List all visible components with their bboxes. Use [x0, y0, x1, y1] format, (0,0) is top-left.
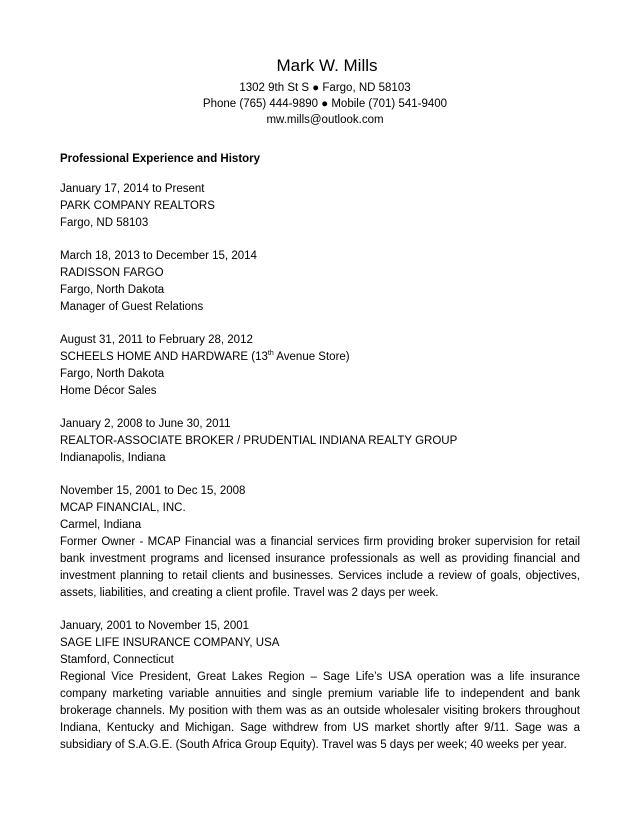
entry-location: Carmel, Indiana: [60, 519, 142, 531]
experience-entry: [60, 332, 580, 400]
candidate-name: Mark W. Mills: [276, 56, 378, 75]
experience-entry: [60, 181, 580, 232]
company-name-suffix: Avenue Store): [273, 351, 350, 363]
resume-page: [60, 56, 580, 770]
section-title: Professional Experience and History: [60, 153, 261, 165]
experience-entry: [60, 483, 580, 602]
entry-location: Fargo, North Dakota: [60, 284, 165, 296]
resume-header: [60, 56, 580, 128]
experience-entry: [60, 248, 580, 316]
entry-dates: January 2, 2008 to June 30, 2011: [60, 418, 231, 430]
entry-location: Fargo, ND 58103: [60, 217, 149, 229]
company-name-prefix: SCHEELS HOME AND HARDWARE (13: [60, 351, 268, 363]
entry-description: Regional Vice President, Great Lakes Region – Sage Life’s USA operation was a life insurance company marketing variable annuities and single premium variable life to independent and bank brokerage channels. My position with them was as an outside wholesaler visiting brokers throughout Indiana, Kentucky and Michigan. Sage withdrew from US market shortly after 9/11. Sage was a subsidiary of S.A.G.E. (South Africa Group Equity). Travel was 5 days per week; 40 weeks per year.: [60, 671, 580, 751]
email-line: mw.mills@outlook.com: [266, 114, 384, 126]
entry-location: Fargo, North Dakota: [60, 368, 165, 380]
experience-list: [60, 181, 580, 754]
ordinal-suffix: th: [267, 350, 274, 358]
entry-dates: March 18, 2013 to December 15, 2014: [60, 250, 257, 262]
entry-dates: November 15, 2001 to Dec 15, 2008: [60, 485, 246, 497]
entry-company: PARK COMPANY REALTORS: [60, 200, 215, 212]
entry-dates: January 17, 2014 to Present: [60, 183, 205, 195]
entry-role: Home Décor Sales: [60, 385, 157, 397]
entry-location: Stamford, Connecticut: [60, 654, 174, 666]
entry-dates: January, 2001 to November 15, 2001: [60, 620, 250, 632]
entry-company: SAGE LIFE INSURANCE COMPANY, USA: [60, 637, 280, 649]
entry-company: REALTOR-ASSOCIATE BROKER / PRUDENTIAL INDIANA REALTY GROUP: [60, 435, 458, 447]
phone-line: Phone (765) 444-9890 ● Mobile (701) 541-9400: [202, 98, 448, 110]
entry-location: Indianapolis, Indiana: [60, 452, 166, 464]
entry-company: MCAP FINANCIAL, INC.: [60, 502, 186, 514]
entry-company: [60, 349, 580, 366]
address-line: 1302 9th St S ● Fargo, ND 58103: [239, 82, 411, 94]
entry-company: RADISSON FARGO: [60, 267, 164, 279]
entry-role: Manager of Guest Relations: [60, 301, 204, 313]
experience-entry: [60, 416, 580, 467]
experience-entry: [60, 618, 580, 754]
entry-dates: August 31, 2011 to February 28, 2012: [60, 334, 253, 346]
entry-description: Former Owner - MCAP Financial was a financial services firm providing broker supervision for retail bank investment programs and licensed insurance professionals as well as providing financial and investment planning to retail clients and businesses. Services include a review of goals, objectives, assets, liabilities, and creating a client profile. Travel was 2 days per week.: [60, 536, 580, 599]
